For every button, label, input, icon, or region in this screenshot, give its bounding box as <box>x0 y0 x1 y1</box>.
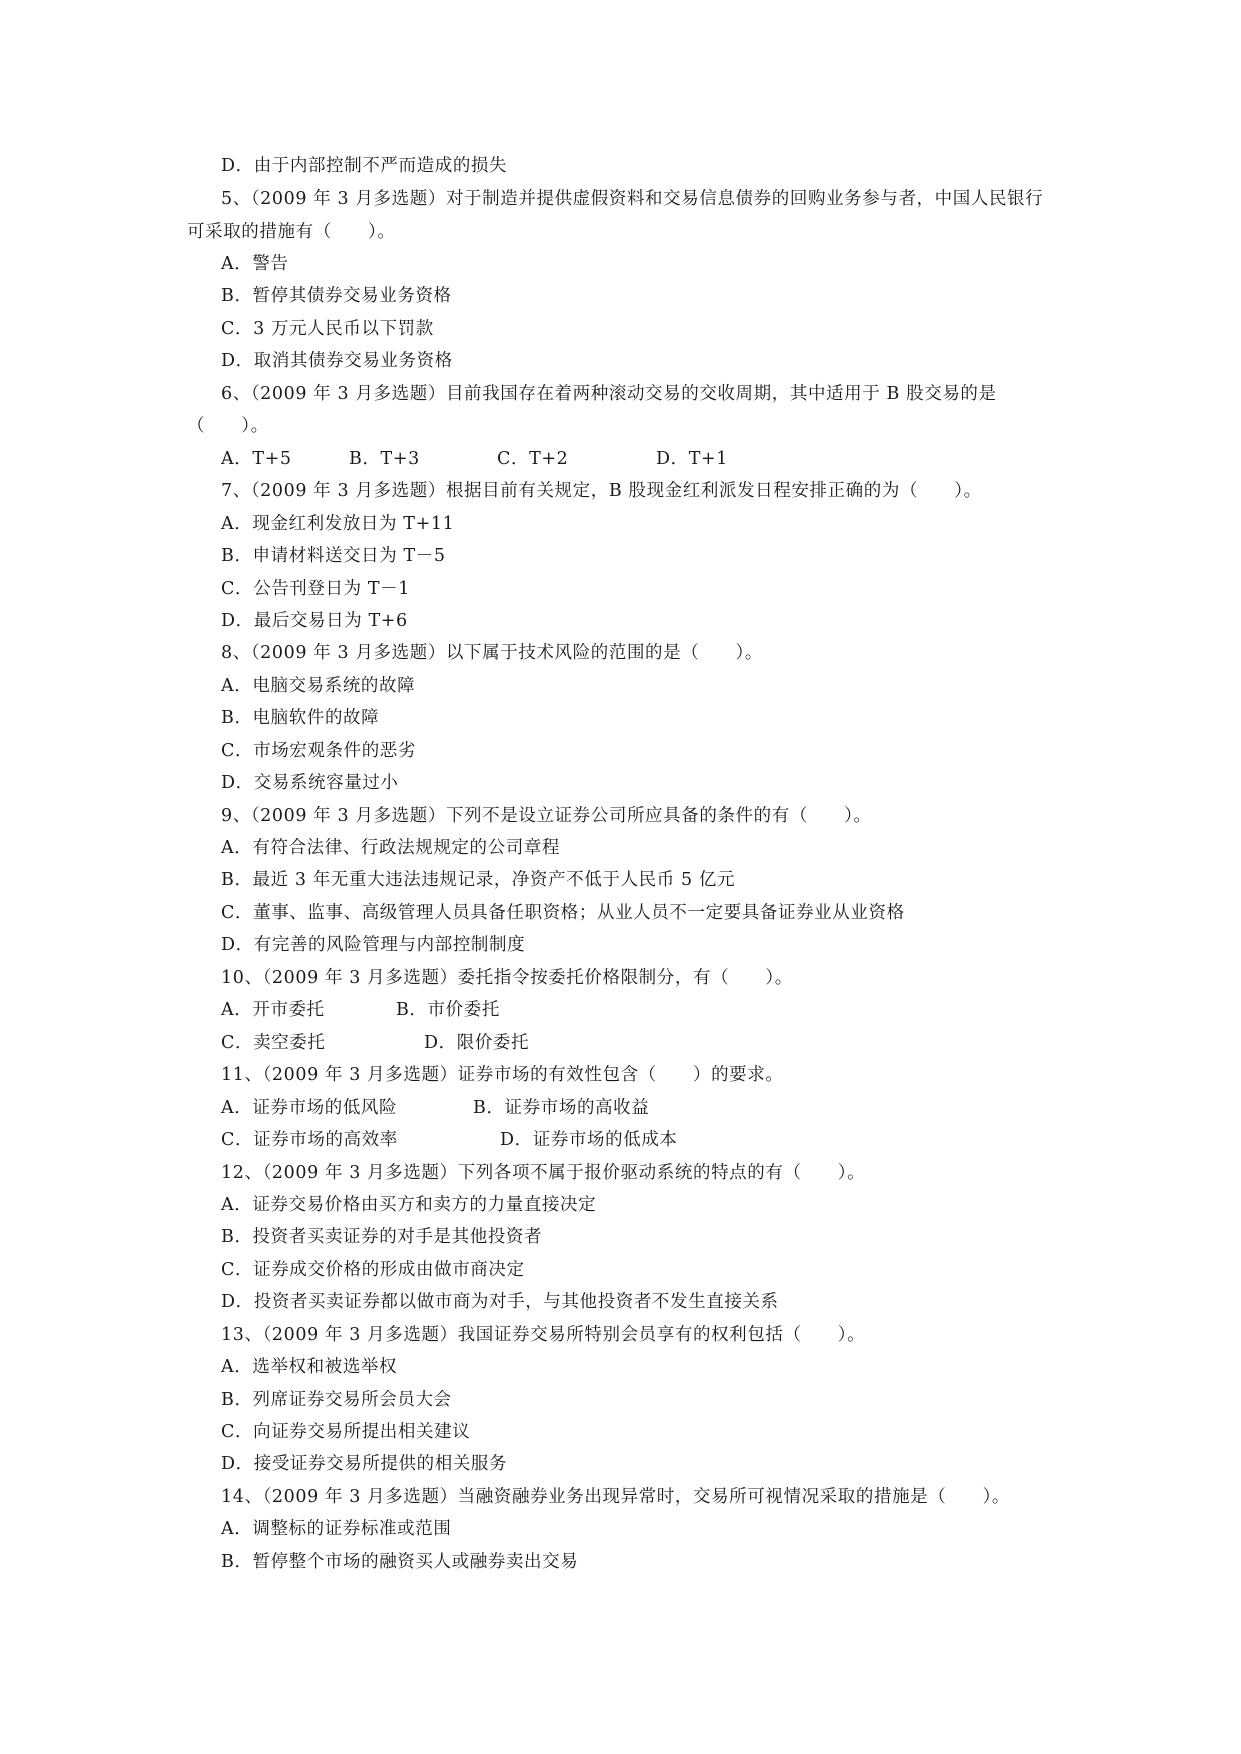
option-text: B．证券市场的高收益 <box>473 1098 650 1118</box>
option-text: B．列席证券交易所会员大会 <box>221 1390 452 1410</box>
option-text: D．取消其债券交易业务资格 <box>221 351 453 371</box>
question-text: 12、（2009 年 3 月多选题）下列各项不属于报价驱动系统的特点的有（ ）。 <box>221 1163 866 1183</box>
option-text: D．T+1 <box>656 449 729 469</box>
option-text: D．最后交易日为 T+6 <box>221 611 408 631</box>
question-text-continued: （ ）。 <box>187 416 269 436</box>
option-text: C．证券成交价格的形成由做市商决定 <box>221 1260 525 1280</box>
option-text: C．市场宏观条件的恶劣 <box>221 741 416 761</box>
option-text: B．市价委托 <box>396 1000 500 1020</box>
option-text: A．T+5 <box>221 449 292 469</box>
option-text: B．暂停整个市场的融资买人或融券卖出交易 <box>221 1552 579 1572</box>
option-text: A．有符合法律、行政法规规定的公司章程 <box>221 838 561 858</box>
question-text: 8、（2009 年 3 月多选题）以下属于技术风险的范围的是（ ）。 <box>221 643 763 663</box>
option-text: C．证券市场的高效率 <box>221 1130 398 1150</box>
option-text: B．投资者买卖证券的对手是其他投资者 <box>221 1227 543 1247</box>
option-text: A．选举权和被选举权 <box>221 1357 398 1377</box>
option-text: D．有完善的风险管理与内部控制制度 <box>221 935 526 955</box>
question-text: 6、（2009 年 3 月多选题）目前我国存在着两种滚动交易的交收周期，其中适用于 B 股交易的是 <box>221 384 997 404</box>
question-text: 14、（2009 年 3 月多选题）当融资融券业务出现异常时，交易所可视情况采取的措施是（ ）。 <box>221 1487 1011 1507</box>
question-text: 10、（2009 年 3 月多选题）委托指令按委托价格限制分，有（ ）。 <box>221 968 793 988</box>
option-text: D．由于内部控制不严而造成的损失 <box>221 156 508 176</box>
question-text: 5、（2009 年 3 月多选题）对于制造并提供虚假资料和交易信息债券的回购业务参与者，中国人民银行 <box>221 189 1044 209</box>
option-text: A．调整标的证券标准或范围 <box>221 1519 452 1539</box>
option-text: D．限价委托 <box>424 1033 530 1053</box>
option-text: D．接受证券交易所提供的相关服务 <box>221 1454 508 1474</box>
question-text: 7、（2009 年 3 月多选题）根据目前有关规定，B 股现金红利派发日程安排正确的为（ ）。 <box>221 481 982 501</box>
option-text: A．现金红利发放日为 T+11 <box>221 514 455 534</box>
option-text: A．警告 <box>221 254 289 274</box>
option-text: B．申请材料送交日为 T－5 <box>221 546 446 566</box>
option-text: A．电脑交易系统的故障 <box>221 676 416 696</box>
option-text: C．T+2 <box>497 449 569 469</box>
option-text: C．向证券交易所提出相关建议 <box>221 1422 471 1442</box>
option-text: B．暂停其债券交易业务资格 <box>221 286 452 306</box>
question-text: 13、（2009 年 3 月多选题）我国证券交易所特别会员享有的权利包括（ ）。 <box>221 1325 866 1345</box>
question-text-continued: 可采取的措施有（ ）。 <box>187 222 396 242</box>
option-text: B．T+3 <box>349 449 420 469</box>
option-text: D．投资者买卖证券都以做市商为对手，与其他投资者不发生直接关系 <box>221 1292 779 1312</box>
question-text: 9、（2009 年 3 月多选题）下列不是设立证券公司所应具备的条件的有（ ）。 <box>221 806 872 826</box>
option-text: A．证券市场的低风险 <box>221 1098 398 1118</box>
option-text: A．开市委托 <box>221 1000 325 1020</box>
option-text: B．电脑软件的故障 <box>221 708 380 728</box>
option-text: B．最近 3 年无重大违法违规记录，净资产不低于人民币 5 亿元 <box>221 870 736 890</box>
option-text: C．卖空委托 <box>221 1033 326 1053</box>
option-text: A．证券交易价格由买方和卖方的力量直接决定 <box>221 1195 597 1215</box>
option-text: C．3 万元人民币以下罚款 <box>221 319 434 339</box>
option-text: C．董事、监事、高级管理人员具备任职资格；从业人员不一定要具备证券业从业资格 <box>221 903 905 923</box>
option-text: D．交易系统容量过小 <box>221 773 399 793</box>
option-text: D．证券市场的低成本 <box>500 1130 678 1150</box>
question-text: 11、（2009 年 3 月多选题）证券市场的有效性包含（ ）的要求。 <box>221 1065 784 1085</box>
option-text: C．公告刊登日为 T－1 <box>221 579 410 599</box>
